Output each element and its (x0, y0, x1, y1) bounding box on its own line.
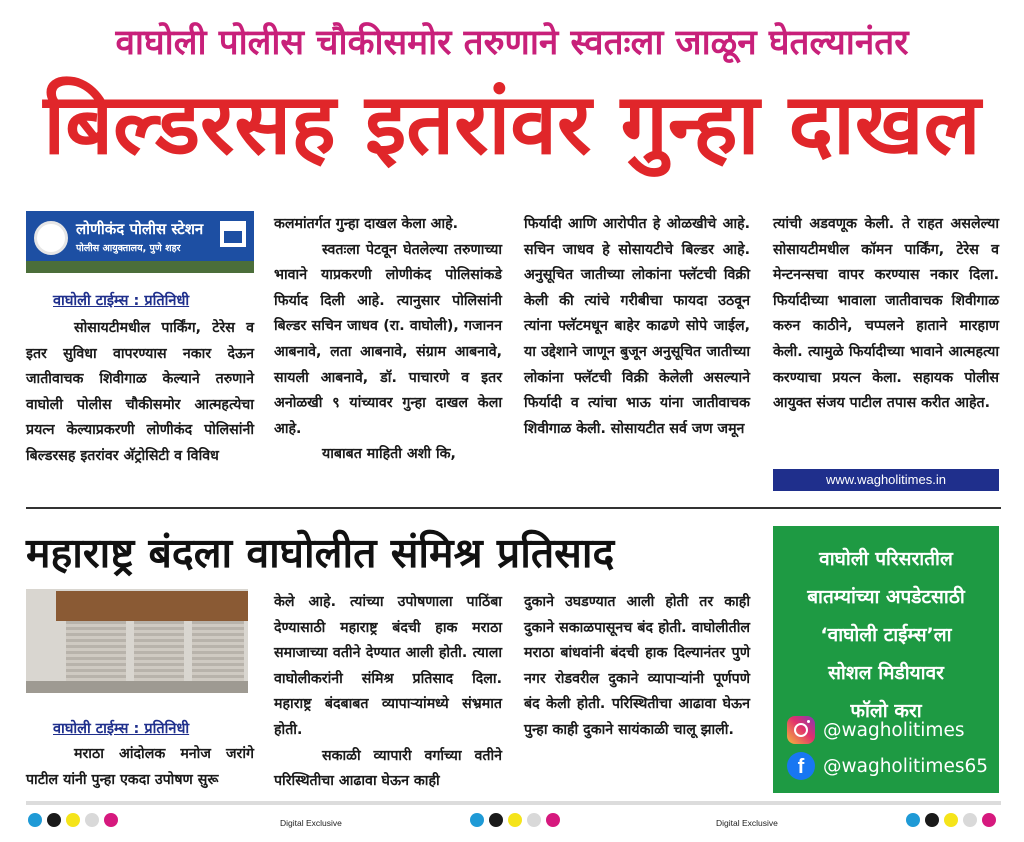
shop-shutter (134, 621, 184, 689)
cyan-dot (906, 813, 920, 827)
grey-dot (85, 813, 99, 827)
yellow-dot (508, 813, 522, 827)
photo-sign-subtitle: पोलीस आयुक्तालय, पुणे शहर (76, 243, 181, 254)
promo-line: वाघोली परिसरातील (819, 548, 953, 570)
photo-road (26, 681, 248, 693)
story2-byline: वाघोली टाईम्स : प्रतिनिधी (53, 721, 190, 737)
promo-text (773, 540, 999, 730)
promo-line: ‘वाघोली टाईम्स’ला (820, 624, 952, 646)
photo-sign-title: लोणीकंद पोलीस स्टेशन (76, 220, 204, 238)
yellow-dot (944, 813, 958, 827)
grey-dot (527, 813, 541, 827)
social-promo-box (773, 526, 999, 793)
shop-awning (56, 591, 248, 621)
magenta-dot (546, 813, 560, 827)
cyan-dot (470, 813, 484, 827)
paragraph: याबाबत माहिती अशी कि, (322, 446, 456, 463)
story-column-4 (773, 212, 999, 417)
paragraph: स्वतःला पेटवून घेतलेल्या तरुणाच्या भावाने याप्रकरणी लोणीकंद पोलिसांकडे फिर्याद दिली आहे. त्यानुसार पोलिसांनी बिल्डर सचिन जाधव (रा. वाघोली), गजानन आबनावे, लता आबनावे, संग्राम आबनावे, सायली आबनावे, डॉ. पाचारणे व इतर अनोळखी ९ यांच्यावर गुन्हा दाखल केला आहे. (274, 241, 502, 437)
black-dot (925, 813, 939, 827)
story-column-2 (274, 212, 502, 468)
police-station-photo (26, 211, 254, 273)
footer-label: Digital Exclusive (280, 818, 342, 828)
paragraph: कलमांतर्गत गुन्हा दाखल केला आहे. (274, 216, 459, 232)
story-kicker: वाघोली पोलीस चौकीसमोर तरुणाने स्वतःला जाळून घेतल्यानंतर (115, 23, 909, 63)
paragraph: फिर्यादी आणि आरोपीत हे ओळखीचे आहे. सचिन जाधव हे सोसायटीचे बिल्डर आहे. अनुसूचित जातीच्या लोकांना फ्लॅटची विक्री केली की त्यांचे गरीबीचा फायदा उठवून त्यांना फ्लॅटमधून बाहेर काढणे सोपे जाईल, या उद्देशाने जाणून बुजून अनुसूचित जातीच्या लोकांना फ्लॅटची विक्री केलेली असल्याने फिर्यादी व त्यांचा भाऊ यांना जातीवाचक शिवीगाळ केली. सोसायटीत सर्व जण जमून (524, 216, 750, 437)
facebook-handle-text: @wagholitimes65 (823, 755, 989, 777)
black-dot (489, 813, 503, 827)
story2-headline: महाराष्ट्र बंदला वाघोलीत संमिश्र प्रतिसाद (26, 529, 615, 577)
footer-label: Digital Exclusive (716, 818, 778, 828)
promo-line: बातम्यांच्या अपडेटसाठी (807, 586, 965, 608)
color-registration-marks (470, 813, 565, 827)
instagram-handle-text: @wagholitimes (823, 719, 965, 741)
paragraph: मराठा आंदोलक मनोज जरांगे पाटील यांनी पुन्हा एकदा उपोषण सुरू (26, 746, 254, 788)
story2-column-3 (524, 590, 750, 744)
story2-column-2 (274, 590, 502, 795)
magenta-dot (982, 813, 996, 827)
story-byline: वाघोली टाईम्स : प्रतिनिधी (53, 293, 190, 309)
police-emblem-icon (34, 221, 68, 255)
website-link[interactable]: www.wagholitimes.in (773, 469, 999, 491)
shop-shutter (192, 621, 244, 689)
magenta-dot (104, 813, 118, 827)
instagram-handle[interactable] (787, 714, 964, 746)
photo-trees (26, 261, 254, 273)
footer-bar (26, 801, 1001, 805)
black-dot (47, 813, 61, 827)
paragraph: त्यांची अडवणूक केली. ते राहत असलेल्या सोसायटीमधील कॉमन पार्किंग, टेरेस व मेन्टनन्सचा वापर करण्यास नकार दिला. फिर्यादीच्या भावाला जातीवाचक शिवीगाळ करुन काठीने, चप्पलने हाताने मारहाण केली. त्यामुळे फिर्यादीच्या भावाने आत्महत्या करण्याचा प्रयत्न केला. सहायक पोलीस आयुक्त संजय पाटील तपास करीत आहेत. (773, 216, 999, 412)
closed-shops-photo (26, 589, 248, 693)
yellow-dot (66, 813, 80, 827)
story-headline: बिल्डरसह इतरांवर गुन्हा दाखल (43, 75, 981, 173)
grey-dot (963, 813, 977, 827)
story-column-1 (26, 316, 254, 470)
facebook-handle[interactable] (787, 750, 988, 782)
promo-line: सोशल मिडीयावर (828, 662, 944, 684)
paragraph: केले आहे. त्यांच्या उपोषणाला पाठिंबा देण्यासाठी महाराष्ट्र बंदची हाक मराठा समाजाच्या वतीने देण्यात आली होती. त्याला वाघोलीकरांनी संमिश्र प्रतिसाद दिला. महाराष्ट्र बंदबाबत व्यापाऱ्यांमध्ये संभ्रमात होती. (274, 594, 502, 738)
color-registration-marks (906, 813, 1001, 827)
cyan-dot (28, 813, 42, 827)
story2-column-1 (26, 742, 254, 793)
color-registration-marks (28, 813, 123, 827)
shop-shutter (66, 621, 126, 689)
sign-logo-icon (220, 221, 246, 247)
facebook-icon: f (787, 752, 815, 780)
story-column-3 (524, 212, 750, 442)
instagram-icon (787, 716, 815, 744)
paragraph: सोसायटीमधील पार्किंग, टेरेस व इतर सुविधा वापरण्यास नकार देऊन जातीवाचक शिवीगाळ केल्याने तरुणाने वाघोली पोलीस चौकीसमोर आत्महत्येचा प्रयत्न केल्याप्रकरणी लोणीकंद पोलिसांनी बिल्डरसह इतरांवर अ‍ॅट्रोसिटी व विविध (26, 320, 254, 464)
section-divider (26, 507, 1001, 509)
paragraph: सकाळी व्यापारी वर्गाच्या वतीने परिस्थितीचा आढावा घेऊन काही (274, 747, 502, 790)
promo-line: फॉलो करा (850, 700, 922, 722)
paragraph: दुकाने उघडण्यात आली होती तर काही दुकाने सकाळपासूनच बंद होती. वाघोलीतील मराठा बांधवांनी बंदची हाक दिल्यानंतर पुणे नगर रोडवरील दुकाने व्यापाऱ्यांनी पूर्णपणे बंद केली होती. परिस्थितीचा आढावा घेऊन पुन्हा काही दुकाने सायंकाळी चालू झाली. (524, 594, 750, 738)
